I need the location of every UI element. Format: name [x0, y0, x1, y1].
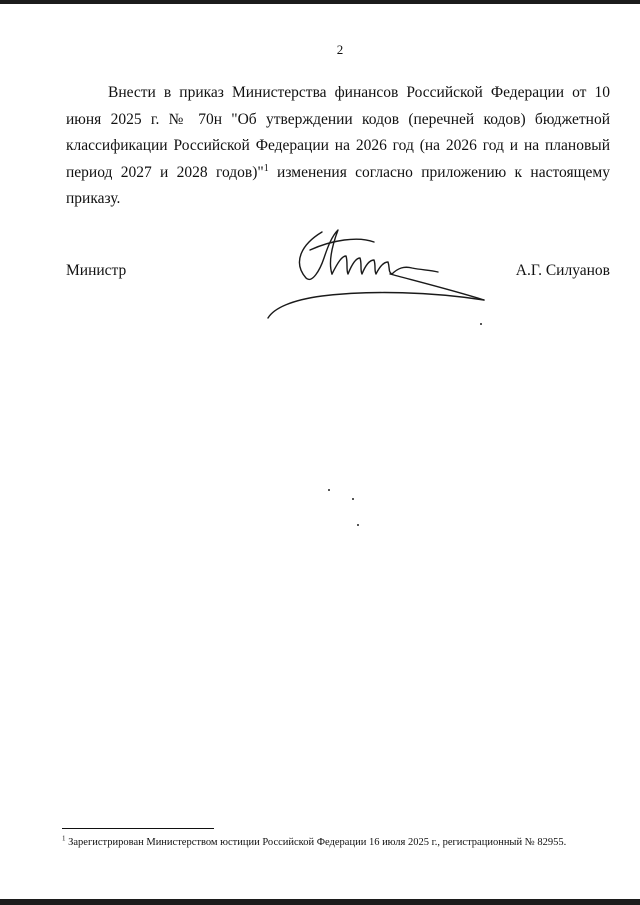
- scan-speck: [352, 498, 354, 500]
- scan-speck: [357, 524, 359, 526]
- scan-edge-bottom: [0, 899, 640, 905]
- footnote-separator: [62, 828, 214, 829]
- paragraph-text-end: изменения согласно приложению к настоящему приказу.: [66, 163, 610, 207]
- paragraph-text: Внести в приказ Министерства финансов Российской Федерации от 10 июня 2025 г. № 70н "Об утверждении кодов (перечней кодов) бюджетной классификации Российской Федерации на 2026 год (на 2026 год и на плановый период 2027 и 2028 годов)": [66, 84, 610, 181]
- footnote: [62, 836, 622, 850]
- footnote-reference: 1: [263, 162, 269, 174]
- handwritten-signature: [262, 222, 492, 322]
- scan-edge-top: [0, 0, 640, 4]
- order-paragraph: [66, 80, 610, 213]
- signatory-name: А.Г. Силуанов: [515, 262, 610, 279]
- footnote-text: Зарегистрирован Министерством юстиции Российской Федерации 16 июля 2025 г., регистрационный № 82955.: [65, 837, 567, 848]
- signatory-role: Министр: [66, 262, 127, 279]
- footnote-marker: 1: [62, 834, 66, 843]
- scan-speck: [328, 489, 330, 491]
- scan-speck: [480, 323, 482, 325]
- page-number: 2: [336, 42, 344, 57]
